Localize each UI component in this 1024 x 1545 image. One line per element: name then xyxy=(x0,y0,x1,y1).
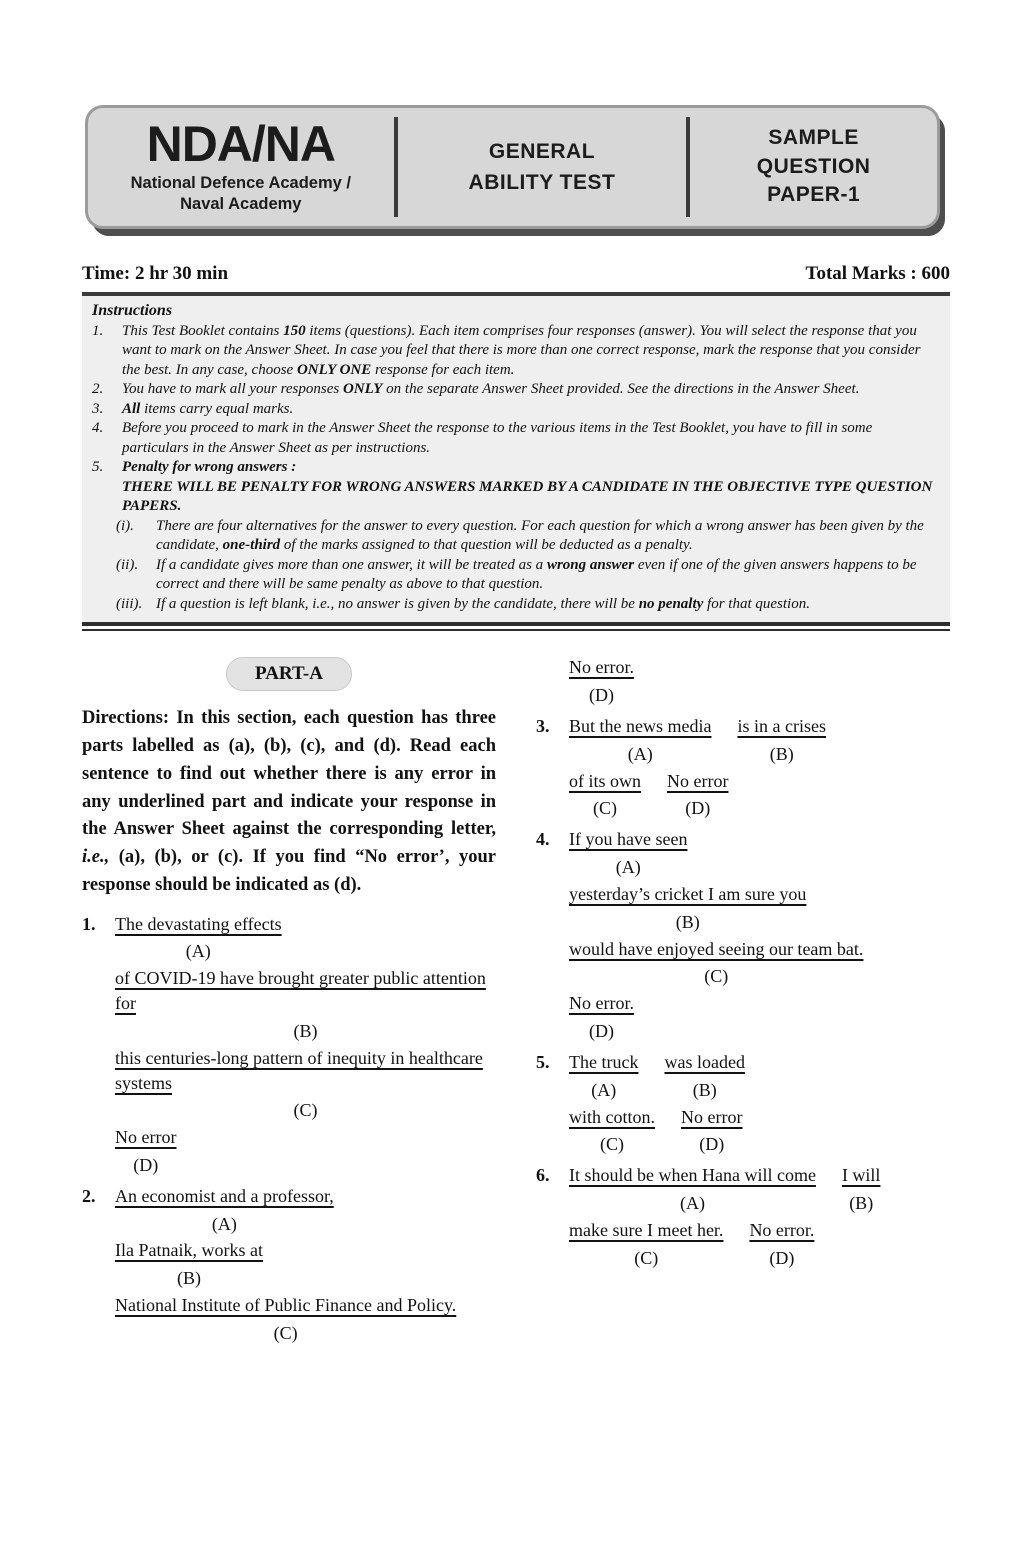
underlined-phrase: National Institute of Public Finance and Policy. xyxy=(115,1295,457,1316)
underlined-phrase: with cotton. xyxy=(569,1106,655,1127)
underlined-phrase: was loaded xyxy=(664,1051,745,1072)
option-label: (C) xyxy=(704,966,729,987)
underlined-phrase: Ila Patnaik, works at xyxy=(115,1240,263,1261)
instruction-item xyxy=(92,400,936,420)
exam-subtitle-line-2: Naval Academy xyxy=(180,195,302,213)
instruction-number: 2. xyxy=(92,381,104,398)
question-row xyxy=(115,966,496,1043)
option-label: (D) xyxy=(699,1134,725,1155)
question-segment xyxy=(115,1046,496,1123)
question-number: 1. xyxy=(82,913,96,934)
text-run: i.e., xyxy=(82,847,110,868)
instruction-number: (iii). xyxy=(116,595,143,612)
underlined-phrase: An economist and a professor, xyxy=(115,1185,334,1206)
text-run: If a candidate gives more than one answer, it will be treated as a xyxy=(156,556,547,573)
question-body xyxy=(569,714,950,823)
bottom-rule xyxy=(82,629,950,631)
page xyxy=(0,105,1024,1352)
question xyxy=(82,912,496,1180)
question-row xyxy=(569,655,950,708)
option-label: (A) xyxy=(211,1213,237,1234)
underlined-phrase: No error. xyxy=(569,657,634,678)
question-row xyxy=(569,1105,950,1158)
question-segment xyxy=(842,1163,881,1216)
exam-center-title xyxy=(398,108,687,226)
option-label: (B) xyxy=(293,1020,318,1041)
underlined-phrase: The devastating effects xyxy=(115,913,282,934)
instruction-text xyxy=(122,380,936,400)
option-label: (A) xyxy=(185,941,211,962)
question-segment xyxy=(569,991,634,1044)
question-segment xyxy=(681,1105,742,1158)
underlined-phrase: of COVID-19 have brought greater public attention for xyxy=(115,968,486,1014)
instruction-item xyxy=(92,458,936,517)
question-segment xyxy=(115,1293,456,1346)
question-row xyxy=(115,912,496,965)
instructions-list xyxy=(92,322,936,615)
instruction-text xyxy=(156,556,936,595)
instruction-item xyxy=(92,517,936,556)
option-label: (A) xyxy=(627,743,653,764)
question-body xyxy=(569,655,950,710)
underlined-phrase: would have enjoyed seeing our team bat. xyxy=(569,938,864,959)
question-segment xyxy=(115,1184,334,1237)
option-label: (C) xyxy=(293,1100,318,1121)
question-number: 6. xyxy=(536,1165,550,1186)
exam-title: NDA/NA xyxy=(146,116,336,173)
exam-center-line-2: ABILITY TEST xyxy=(468,171,616,194)
total-marks-label: Total Marks : 600 xyxy=(805,263,950,284)
question-segment xyxy=(737,714,825,767)
questions-column-right xyxy=(536,655,950,1276)
question-row xyxy=(569,714,950,767)
instruction-number: 4. xyxy=(92,420,104,437)
question-row xyxy=(569,1218,950,1271)
text-run: There are four alternatives for the answer to every question. For each question for which a wrong answer has been given by the candidate, xyxy=(156,517,924,554)
instruction-text xyxy=(156,517,936,556)
underlined-phrase: No error xyxy=(115,1127,177,1148)
question-segment xyxy=(569,1163,816,1216)
text-run: items (questions). Each item comprises four responses (answer). You will select the response that you want to mark on the Answer Sheet. In case you feel that there is more than one correct response, mark the response that you consider the best. In any case, choose xyxy=(122,322,921,378)
question-segment xyxy=(115,1238,263,1291)
question-body xyxy=(569,1163,950,1272)
question-segment xyxy=(115,912,282,965)
text-run: Penalty for wrong answers : xyxy=(122,459,297,476)
question-body xyxy=(115,1184,496,1348)
exam-right-line-1: SAMPLE xyxy=(768,126,859,150)
instruction-number: 3. xyxy=(92,400,104,417)
text-run: on the separate Answer Sheet provided. See the directions in the Answer Sheet. xyxy=(382,381,860,398)
option-label: (B) xyxy=(675,911,700,932)
question xyxy=(536,655,950,710)
instruction-number: (ii). xyxy=(116,556,139,573)
option-label: (D) xyxy=(685,798,711,819)
underlined-phrase: If you have seen xyxy=(569,829,688,850)
instruction-item xyxy=(92,556,936,595)
question-row xyxy=(569,1050,950,1103)
question-body xyxy=(569,827,950,1046)
question-segment xyxy=(115,1125,176,1178)
instruction-text xyxy=(122,458,936,517)
question-number: 4. xyxy=(536,829,550,850)
instruction-item xyxy=(92,322,936,381)
text-run: You have to mark all your responses xyxy=(122,381,343,398)
question xyxy=(536,1050,950,1159)
question-body xyxy=(115,912,496,1180)
option-label: (A) xyxy=(591,1079,617,1100)
underlined-phrase: is in a crises xyxy=(737,715,826,736)
instruction-text xyxy=(156,595,936,615)
question-row xyxy=(569,1163,950,1216)
text-run: ONLY ONE xyxy=(296,361,372,378)
instructions-title: Instructions xyxy=(92,302,173,319)
text-run: wrong answer xyxy=(546,556,635,573)
questions-right-list xyxy=(536,655,950,1272)
question-number: 2. xyxy=(82,1185,96,1206)
time-label: Time: 2 hr 30 min xyxy=(82,263,229,284)
text-run: Before you proceed to mark in the Answer Sheet the response to the various items in the Test Booklet, you have to fill in some particulars in the Answer Sheet as per instructions. xyxy=(122,420,873,456)
instruction-number: 5. xyxy=(92,459,104,476)
underlined-phrase: yesterday’s cricket I am sure you xyxy=(569,883,807,904)
exam-header-left xyxy=(88,108,394,226)
text-run: even if one of the given answers happens to be correct and there will be same penalty as above to that question. xyxy=(156,556,917,593)
question-area xyxy=(82,655,950,1352)
text-run: THERE WILL BE PENALTY FOR WRONG ANSWERS MARKED BY A CANDIDATE IN THE OBJECTIVE TYPE QUESTION PAPERS. xyxy=(122,478,933,515)
underlined-phrase: No error. xyxy=(749,1219,815,1240)
underlined-phrase: The truck xyxy=(569,1051,639,1072)
text-run: no penalty xyxy=(638,595,704,612)
question-segment xyxy=(569,655,634,708)
underlined-phrase: But the news media xyxy=(569,715,712,736)
option-label: (D) xyxy=(588,1021,614,1042)
option-label: (B) xyxy=(692,1079,717,1100)
instruction-text xyxy=(122,400,936,420)
option-label: (C) xyxy=(593,798,617,819)
question-segment xyxy=(667,769,728,822)
instruction-item xyxy=(92,419,936,458)
underlined-phrase: No error xyxy=(667,770,729,791)
underlined-phrase: of its own xyxy=(569,770,641,791)
question-segment xyxy=(664,1050,744,1103)
underlined-phrase: make sure I meet her. xyxy=(569,1219,724,1240)
option-label: (D) xyxy=(769,1247,795,1268)
questions-left-list xyxy=(82,912,496,1348)
question-row xyxy=(569,827,950,880)
question-row xyxy=(115,1238,496,1291)
text-run: of the marks assigned to that question will be deducted as a penalty. xyxy=(280,537,693,554)
underlined-phrase: this centuries-long pattern of inequity in healthcare systems xyxy=(115,1047,483,1093)
question xyxy=(536,827,950,1046)
question-body xyxy=(569,1050,950,1159)
part-a-badge xyxy=(226,657,352,691)
instruction-item xyxy=(92,380,936,400)
question-row xyxy=(115,1125,496,1178)
question-segment xyxy=(115,966,496,1043)
exam-right-title xyxy=(690,108,937,226)
exam-right-line-3: PAPER-1 xyxy=(767,183,861,207)
directions-text xyxy=(82,705,496,899)
question-segment xyxy=(569,1105,655,1158)
option-label: (B) xyxy=(849,1193,874,1214)
text-run: This Test Booklet contains xyxy=(122,322,284,339)
question-row xyxy=(569,991,950,1044)
instruction-text xyxy=(122,322,936,381)
underlined-phrase: I will xyxy=(841,1165,881,1186)
text-run: (a), (b), or (c). If you find “No error’, your response should be indicated as (d). xyxy=(82,847,496,895)
part-a-label: PART-A xyxy=(255,663,323,685)
option-label: (C) xyxy=(273,1322,298,1343)
question-row xyxy=(115,1046,496,1123)
exam-subtitle xyxy=(131,173,351,214)
question-number xyxy=(536,655,569,710)
question-segment xyxy=(569,769,641,822)
instruction-number: (i). xyxy=(116,517,134,534)
question-segment xyxy=(569,827,687,880)
text-run: for that question. xyxy=(703,595,810,612)
exam-header-box xyxy=(85,105,940,229)
instruction-item xyxy=(92,595,936,615)
option-label: (A) xyxy=(679,1193,705,1214)
question xyxy=(82,1184,496,1348)
text-run: response for each item. xyxy=(371,361,515,378)
questions-column-left xyxy=(82,655,496,1352)
text-run: If a question is left blank, i.e., no answer is given by the candidate, there will be xyxy=(156,595,639,612)
question-number: 5. xyxy=(536,1051,550,1072)
instruction-text xyxy=(122,419,936,458)
question-row xyxy=(115,1184,496,1237)
question-segment xyxy=(569,1218,723,1271)
underlined-phrase: No error. xyxy=(569,993,634,1014)
option-label: (B) xyxy=(769,743,794,764)
exam-right-line-2: QUESTION xyxy=(756,154,871,178)
exam-center-line-1: GENERAL xyxy=(488,139,596,163)
option-label: (C) xyxy=(634,1247,659,1268)
meta-row xyxy=(82,263,950,296)
text-run: Directions: In this section, each question has three parts labelled as (a), (b), (c), and (d). Read each sentence to find out whether there is any error in any underlined part and indicate your response in the Answer Sheet against the corresponding letter, xyxy=(82,708,496,840)
text-run: All xyxy=(122,400,141,417)
option-label: (D) xyxy=(133,1155,159,1175)
question-row xyxy=(115,1293,496,1346)
question-number: 3. xyxy=(536,715,550,736)
option-label: (A) xyxy=(615,857,641,878)
question-segment xyxy=(569,1050,638,1103)
question-segment xyxy=(749,1218,814,1271)
question-segment xyxy=(569,714,711,767)
option-label: (C) xyxy=(600,1134,624,1155)
question xyxy=(536,714,950,823)
question-row xyxy=(569,882,950,935)
text-run: items carry equal marks. xyxy=(140,400,294,417)
underlined-phrase: No error xyxy=(681,1106,743,1127)
instructions-box xyxy=(82,296,950,626)
exam-subtitle-line-1: National Defence Academy / xyxy=(130,174,351,193)
text-run: 150 xyxy=(283,322,306,339)
question-row xyxy=(569,937,950,990)
option-label: (D) xyxy=(588,685,614,706)
question-row xyxy=(569,769,950,822)
instruction-number: 1. xyxy=(92,322,104,339)
question-segment xyxy=(569,882,806,935)
text-run: one-third xyxy=(222,537,281,554)
text-run: ONLY xyxy=(342,381,383,398)
question-segment xyxy=(569,937,863,990)
underlined-phrase: It should be when Hana will come xyxy=(569,1165,816,1186)
question xyxy=(536,1163,950,1272)
option-label: (B) xyxy=(176,1268,201,1289)
